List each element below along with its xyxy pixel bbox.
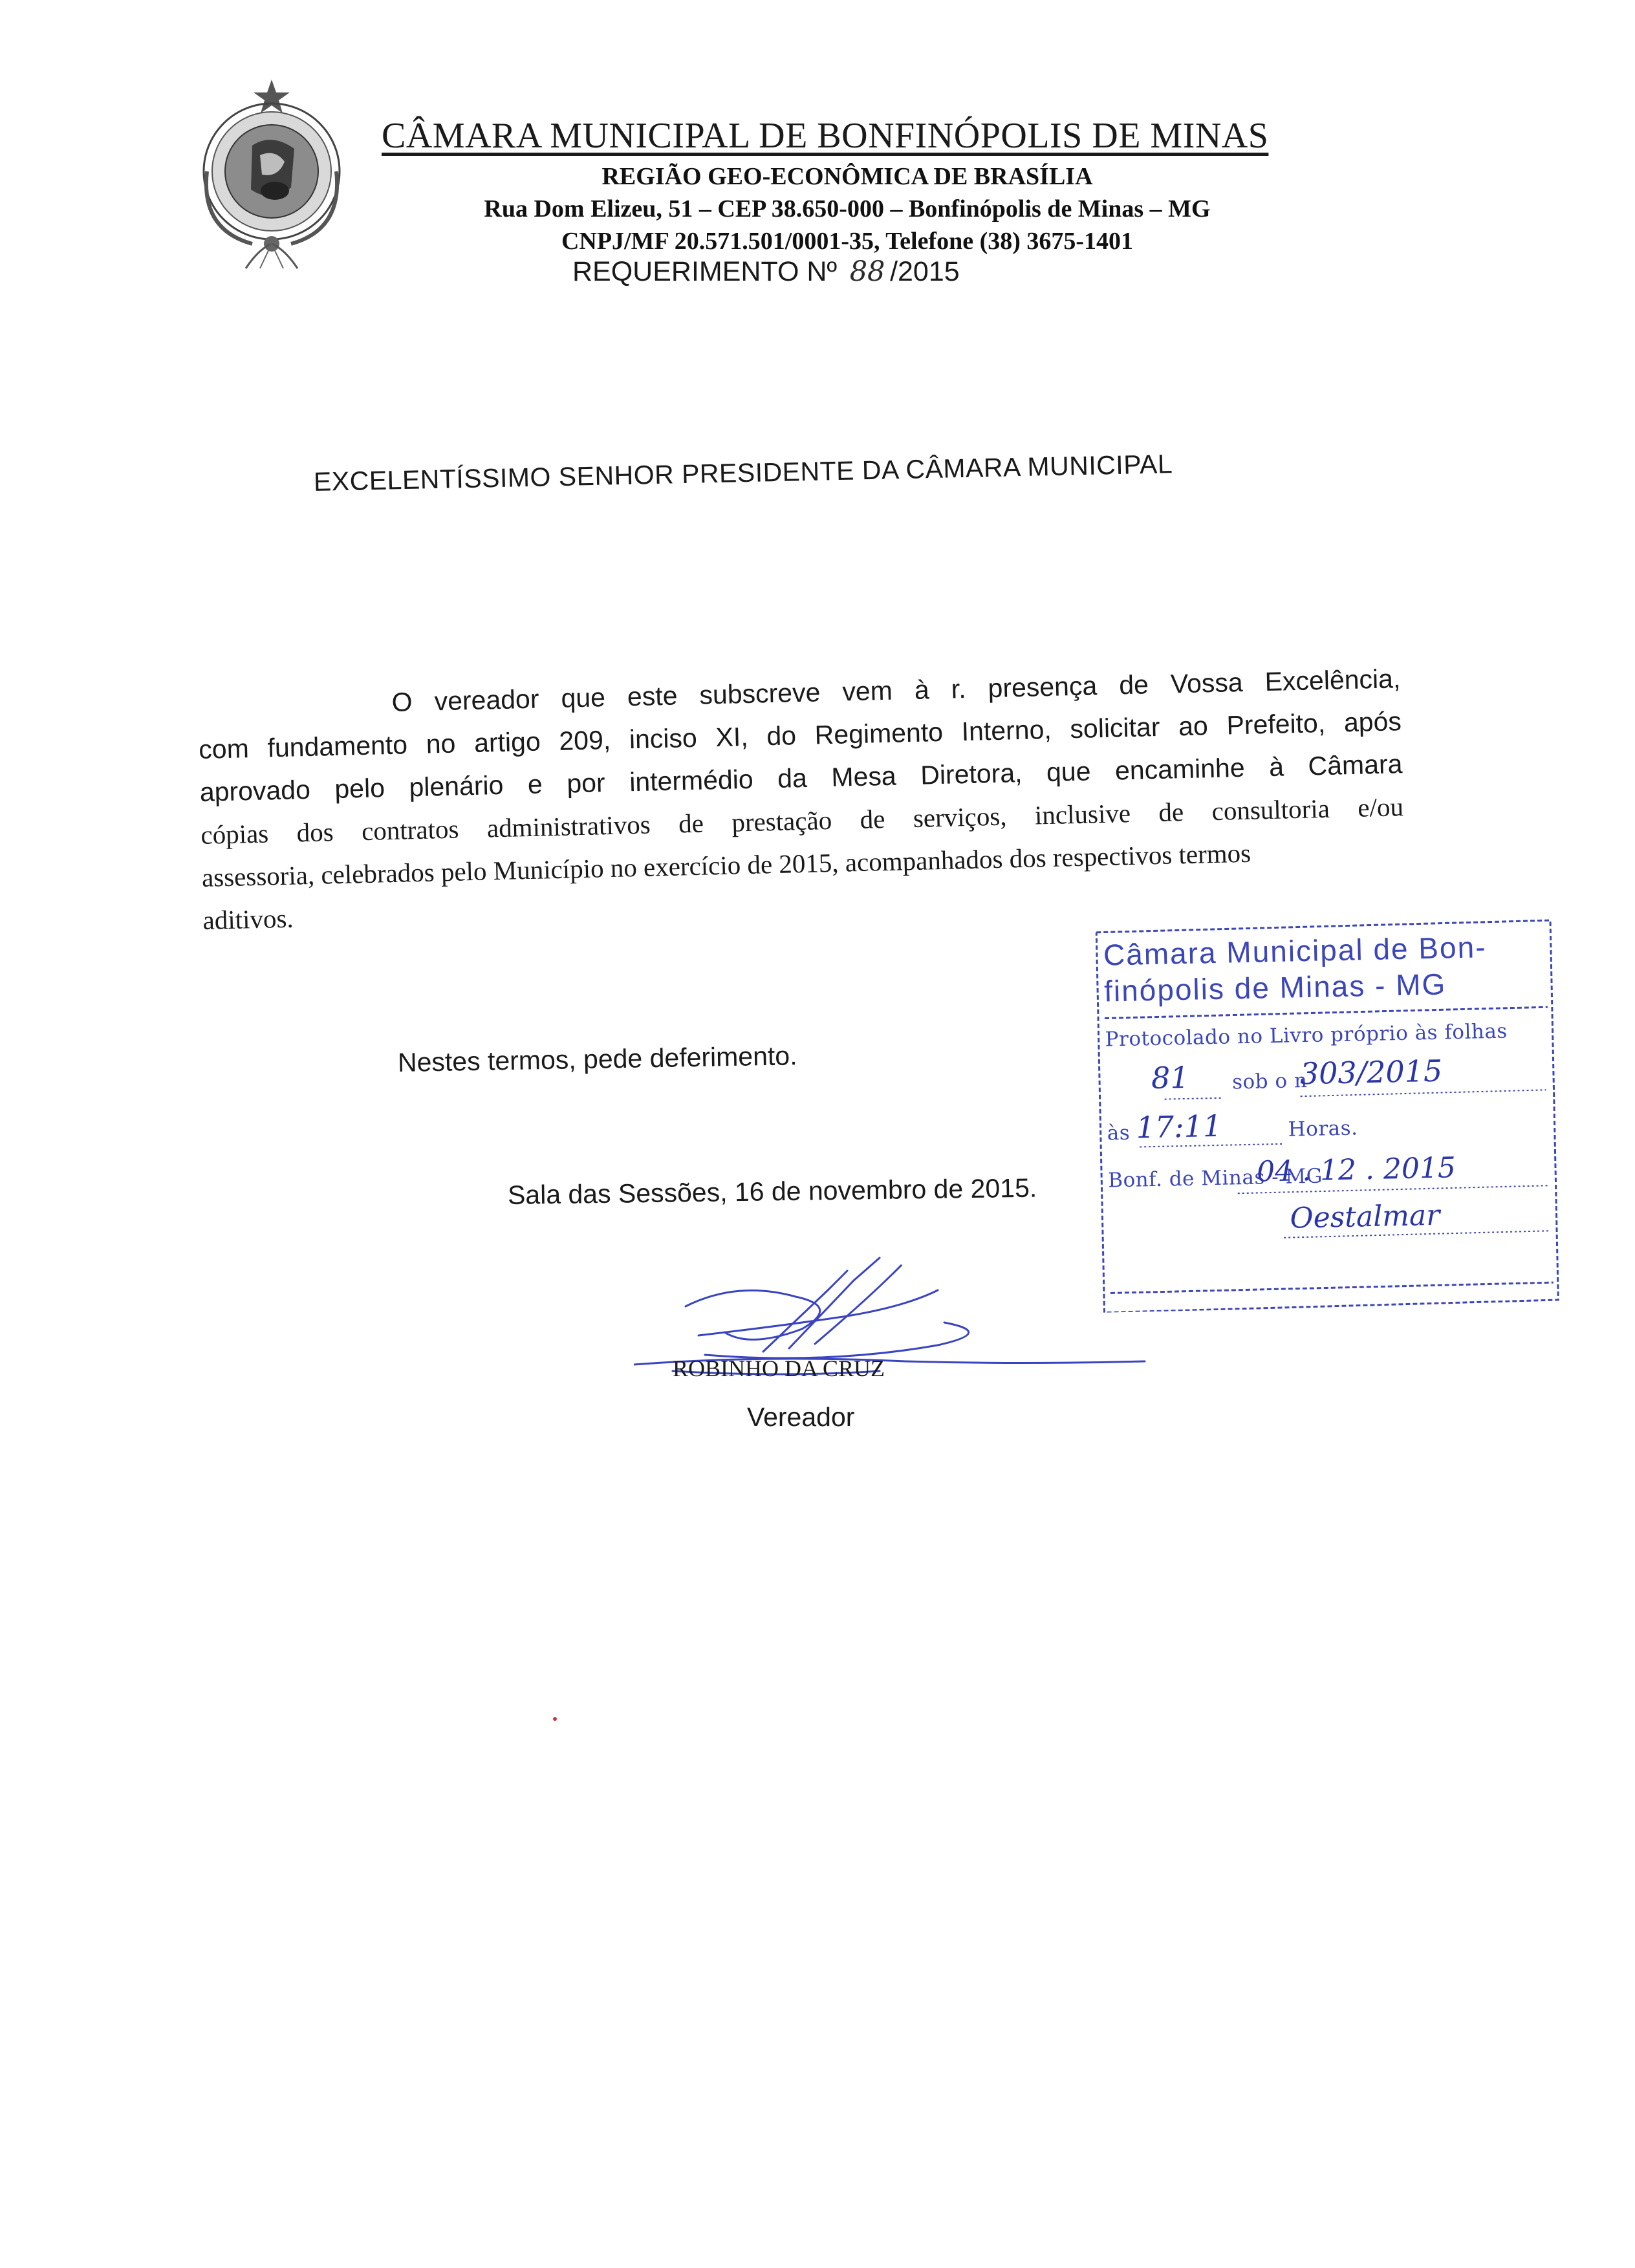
- stamp-header-line-1: Câmara Municipal de Bon-: [1103, 930, 1487, 972]
- salutation: EXCELENTÍSSIMO SENHOR PRESIDENTE DA CÂMARA MUNICIPAL: [313, 449, 1173, 497]
- requirement-number: 88: [849, 255, 885, 288]
- requirement-label: REQUERIMENTO Nº: [572, 256, 838, 287]
- signer-name: ROBINHO DA CRUZ: [673, 1355, 885, 1381]
- chamber-title: CÂMARA MUNICIPAL DE BONFINÓPOLIS DE MINAS: [382, 116, 1269, 156]
- municipal-seal-icon: [188, 74, 356, 281]
- closing-line: Nestes termos, pede deferimento.: [397, 1041, 797, 1077]
- region-line: REGIÃO GEO-ECONÔMICA DE BRASÍLIA: [601, 163, 1093, 190]
- body-paragraph: [197, 657, 1406, 942]
- stamp-bonf-label: Bonf. de Minas - MG: [1107, 1164, 1323, 1193]
- stamp-handwritten-hora: 17:11: [1136, 1108, 1222, 1145]
- body-line-2: com fundamento no artigo 209, inciso XI, do Regimento Interno, solicitar ao Prefeito, após: [198, 706, 1402, 764]
- body-line-5: assessoria, celebrados pelo Município no exercício de 2015, acompanhados dos respectivos termos: [201, 837, 1251, 892]
- stamp-handwritten-folhas: 81: [1151, 1059, 1190, 1096]
- stamp-handwritten-registro: 303/2015: [1299, 1053, 1443, 1092]
- stamp-horas-label: Horas.: [1288, 1116, 1358, 1141]
- protocol-stamp: [1090, 915, 1563, 1313]
- stamp-handwritten-rubrica: Oestalmar: [1290, 1198, 1440, 1235]
- requirement-year: /2015: [890, 256, 960, 287]
- header-details: [382, 160, 1313, 257]
- handwritten-signature: [634, 1242, 1151, 1410]
- requirement-heading: [572, 255, 960, 288]
- body-line-3: aprovado pelo plenário e por intermédio da Mesa Diretora, que encaminhe à Câmara: [199, 749, 1403, 807]
- stamp-as-label: às: [1107, 1121, 1131, 1145]
- body-line-6: aditivos.: [202, 903, 294, 935]
- address-line: Rua Dom Elizeu, 51 – CEP 38.650-000 – Bonfinópolis de Minas – MG: [484, 195, 1211, 222]
- body-line-1: O vereador que este subscreve vem à r. presença de Vossa Excelência,: [391, 664, 1401, 717]
- stamp-sob-label: sob o n: [1231, 1069, 1308, 1094]
- stamp-header-line-2: finópolis de Minas - MG: [1103, 967, 1447, 1008]
- ink-dot: [553, 1717, 557, 1721]
- body-line-4: cópias dos contratos administrativos de prestação de serviços, inclusive de consultoria e/ou: [200, 792, 1404, 850]
- stamp-protocol-line: Protocolado no Livro próprio às folhas: [1105, 1019, 1508, 1052]
- date-line: Sala das Sessões, 16 de novembro de 2015.: [507, 1172, 1037, 1210]
- cnpj-phone-line: CNPJ/MF 20.571.501/0001-35, Telefone (38) 3675-1401: [561, 228, 1134, 255]
- stamp-handwritten-data: 04 . 12 . 2015: [1256, 1151, 1456, 1189]
- signer-role: Vereador: [747, 1402, 855, 1432]
